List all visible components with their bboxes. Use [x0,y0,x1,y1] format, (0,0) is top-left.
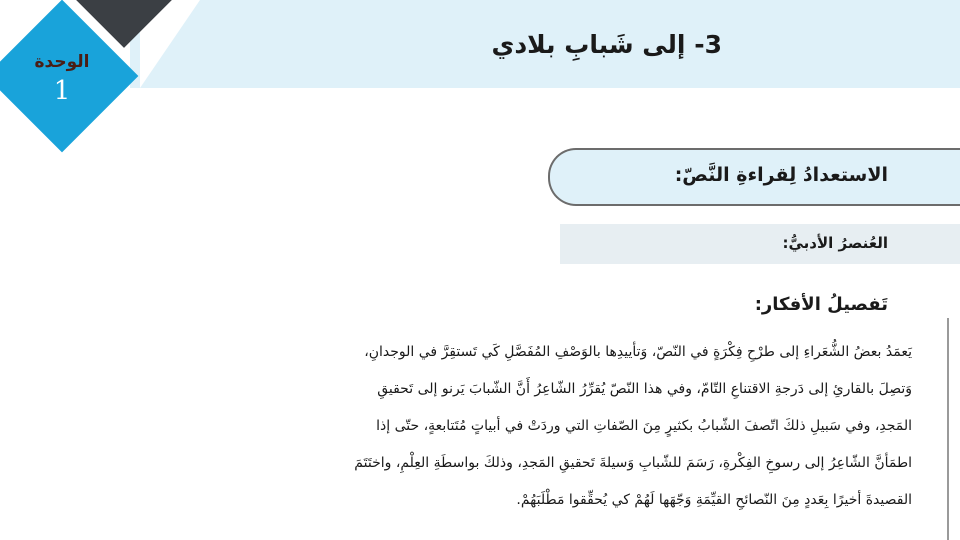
subsection-title: العُنصرُ الأدبيُّ: [782,234,888,252]
section-title: الاستعدادُ لِقراءةِ النَّصّ: [674,164,888,186]
subsection-band [560,224,960,264]
unit-label: الوحدة [34,52,90,72]
unit-number: 1 [53,76,71,106]
paragraph-line: القصيدةَ أخيرًا بِعَددٍ مِنَ النّصائحِ القيِّمَةِ وَجّهَها لَهُمْ كي يُحقِّقوا مَطْلَبَهُمْ. [516,492,912,508]
paragraph-line: وَتصِلَ بالقارئِ إلى دَرجةِ الاقتناعِ التّامّ، وفي هذا النّصّ يُقرِّرُ الشّاعِرُ أَنَّ الشّبابَ يَرنو إلى تَحقيقِ [377,381,912,397]
page-edge-rule [947,318,949,540]
paragraph-line: المَجدِ، وفي سَبيلِ ذلكَ اتّصفَ الشّبابُ بكثيرٍ مِنَ الصّفاتِ التي وردَتْ في أبياتٍ مُتَتابعةٍ، حتّى إذا [376,418,912,434]
ideas-paragraph [96,334,912,519]
paragraph-line: اطمَأنَّ الشّاعِرُ إلى رسوخِ الفِكْرةِ، رَسَمَ للشّبابِ وَسيلةَ تَحقيقِ المَجدِ، وذلكَ بواسطَةِ العِلْمِ، واختَتَمَ [354,455,912,471]
unit-badge-text [2,52,122,106]
lesson-title: 3- إلى شَبابِ بلادي [491,30,722,59]
ideas-heading: تَفصيلُ الأفكار: [754,294,888,315]
paragraph-line: يَعمَدُ بعضُ الشُّعَراءِ إلى طرْحِ فِكْرَةٍ في النّصّ، وَتأييدِها بالوَصْفِ المُفَصَّلِ كَي تَستقِرَّ في الوجدانِ، [364,344,912,360]
